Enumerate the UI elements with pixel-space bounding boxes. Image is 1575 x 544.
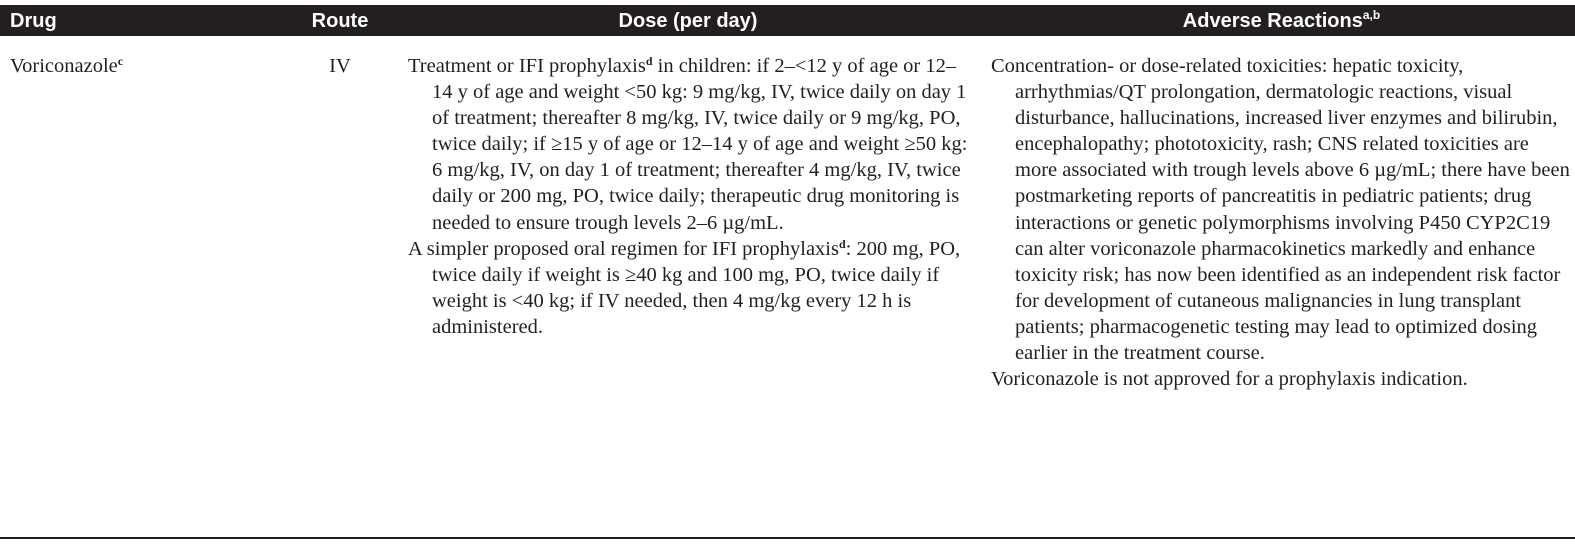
header-adverse-reactions — [988, 5, 1575, 36]
header-adverse-footnote: a,b — [1362, 8, 1381, 22]
header-route: Route — [311, 10, 369, 32]
dose-para1-text-a: Treatment or IFI prophylaxis — [408, 55, 646, 77]
cell-drug — [10, 53, 123, 79]
dose-para1-text-b: in children: if 2–<12 y of age or 12–14 y of age and weight <50 kg: 9 mg/kg, IV, twice daily on day 1 of treatment; thereafter 8 mg/kg, IV, twice daily or 9 mg/kg, PO, twice daily; if ≥15 y of age or 12–14 y of age and weight ≥50 kg: 6 mg/kg, IV, on day 1 of treatment; thereafter 4 mg/kg, IV, twice daily or 200 mg, PO, twice daily; therapeutic drug monitoring is needed to ensure trough levels 2–6 µg/mL. — [432, 55, 968, 234]
table-header-row — [0, 5, 1575, 36]
table-row — [0, 36, 1575, 538]
dose-para2-text-a: A simpler proposed oral regimen for IFI prophylaxis — [408, 237, 839, 260]
dose-paragraph-oral-regimen — [408, 236, 976, 340]
drug-name: Voriconazole — [10, 55, 118, 77]
header-adverse-label: Adverse Reactions — [1182, 10, 1363, 32]
cell-adverse-reactions — [991, 53, 1575, 392]
header-dose: Dose (per day) — [618, 10, 758, 32]
dose-paragraph-treatment — [408, 53, 976, 236]
adverse-paragraph-approval: Voriconazole is not approved for a prophylaxis indication. — [991, 368, 1468, 391]
cell-route: IV — [329, 55, 351, 77]
drug-table — [0, 5, 1575, 538]
drug-footnote: c — [117, 54, 124, 68]
adverse-paragraph-toxicities: Concentration- or dose-related toxicities: hepatic toxicity, arrhythmias/QT prolongation, dermatologic reactions, visual disturbance, hallucinations, increased liver enzymes and bilirubin, encephalopathy; phototoxicity, rash; CNS related toxicities are more associated with trough levels above 6 µg/mL; there have been postmarketing reports of pancreatitis in pediatric patients; drug interactions or genetic polymorphisms involving P450 CYP2C19 can alter voriconazole pharmacokinetics markedly and enhance toxicity risk; has now been identified as an independent risk factor for development of cutaneous malignancies in lung transplant patients; pharmacogenetic testing may lead to optimized dosing earlier in the treatment course. — [991, 55, 1570, 365]
dose-para2-text-b: : 200 mg, PO, twice daily if weight is ≥40 kg and 100 mg, PO, twice daily if weight is <40 kg; if IV needed, then 4 mg/kg every 12 h is administered. — [432, 237, 961, 338]
header-drug: Drug — [10, 10, 57, 32]
cell-dose — [408, 53, 976, 340]
dose-para1-footnote: d — [645, 54, 653, 68]
table-bottom-rule — [0, 537, 1575, 539]
dose-para2-footnote: d — [838, 236, 846, 251]
